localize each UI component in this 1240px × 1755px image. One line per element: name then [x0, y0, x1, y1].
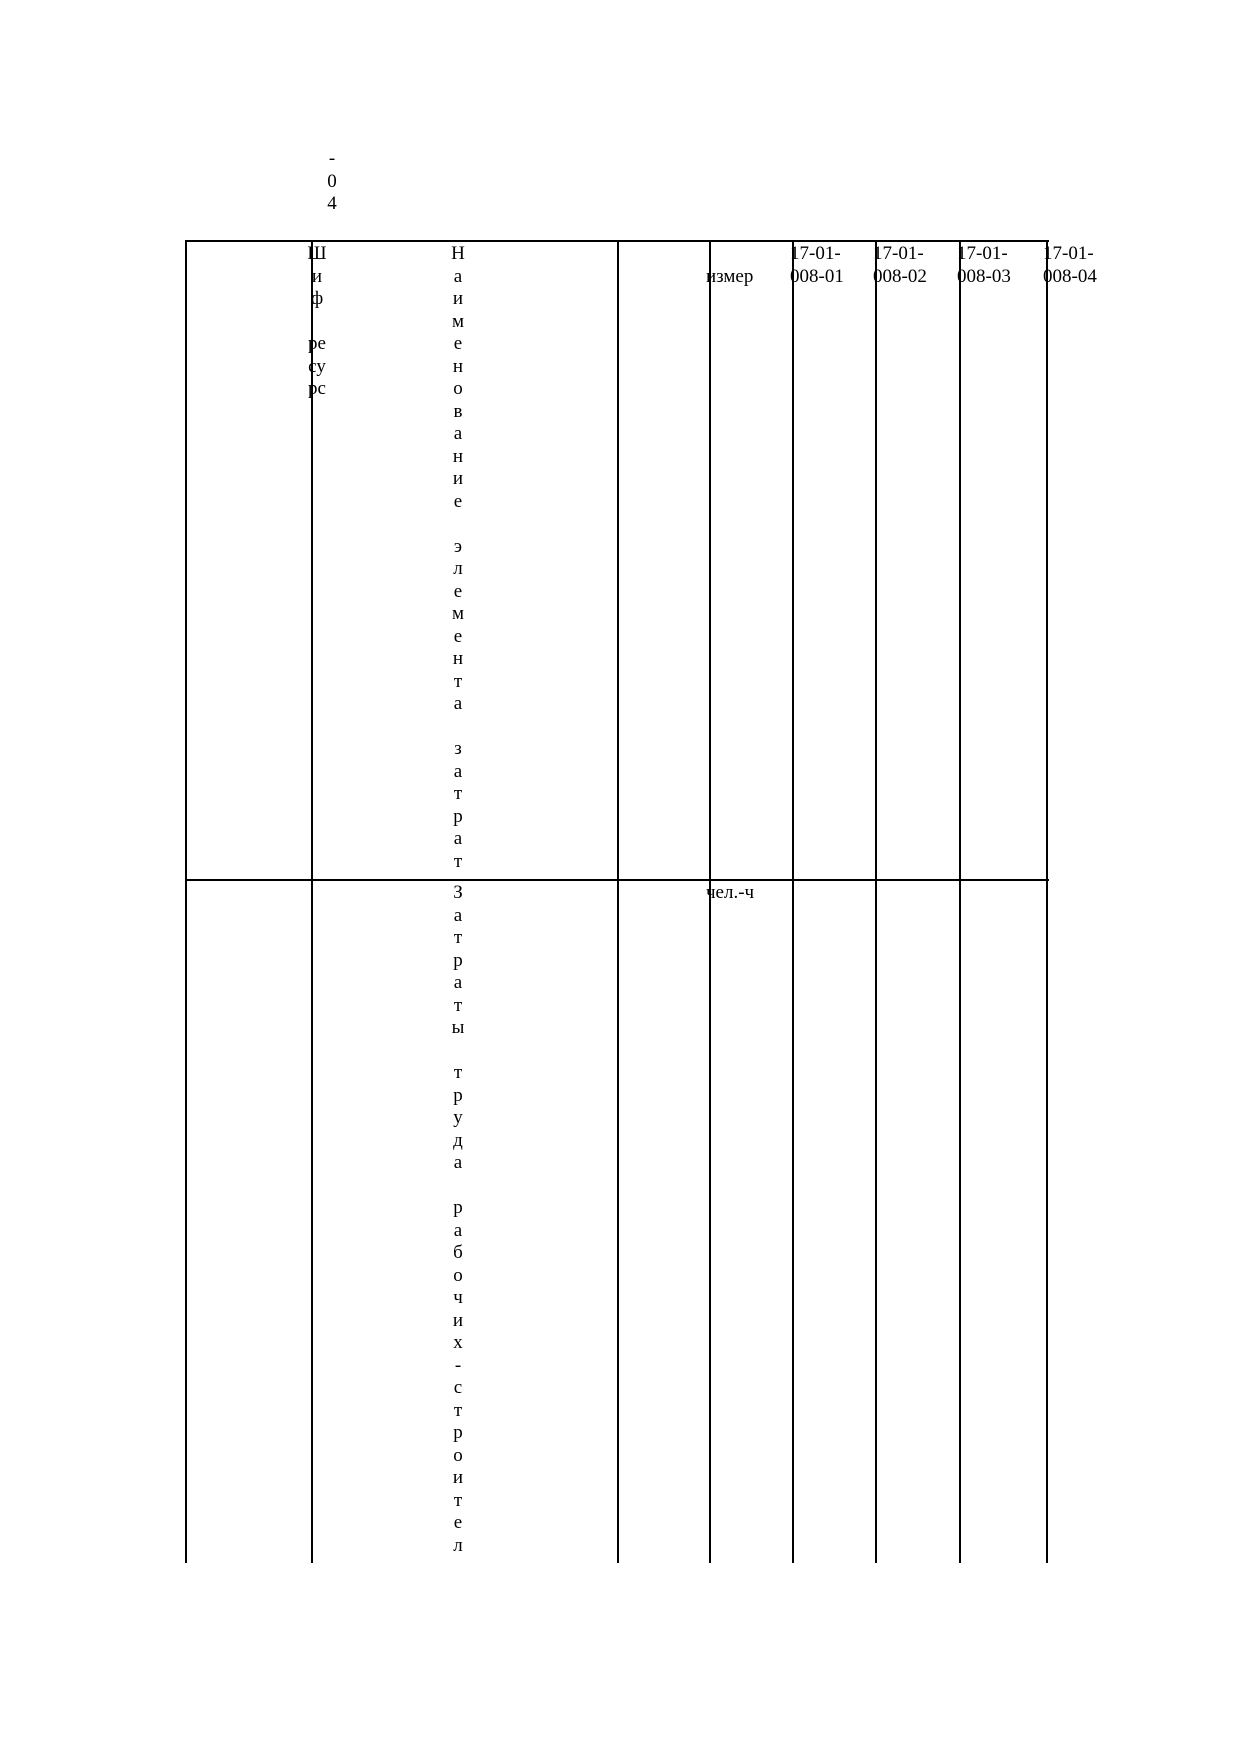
table-row-unit: чел.-ч [706, 882, 755, 903]
column-divider-5 [875, 240, 877, 1563]
table-right-border [1046, 240, 1048, 1563]
header-unit-label: измер [706, 266, 754, 287]
table-row-name: З а т р а т ы т р у д а р а б о ч и х - с т р о и т е л [451, 882, 465, 1556]
header-name-label: Н а и м е н о в а н и е э л е м е н т а з а т р а т [451, 243, 465, 872]
header-col-1: 17-01- 008-01 [790, 243, 844, 287]
header-col-2: 17-01- 008-02 [873, 243, 927, 287]
header-code-label: Ш и ф ре су рс [307, 243, 327, 399]
page-fragment-text: - 0 4 [327, 148, 337, 214]
column-divider-4 [792, 240, 794, 1563]
column-divider-1 [311, 240, 313, 1563]
column-divider-6 [959, 240, 961, 1563]
table-left-border [185, 240, 187, 1563]
header-col-3: 17-01- 008-03 [957, 243, 1011, 287]
column-divider-2 [617, 240, 619, 1563]
header-col-4: 17-01- 008-04 [1043, 243, 1097, 287]
